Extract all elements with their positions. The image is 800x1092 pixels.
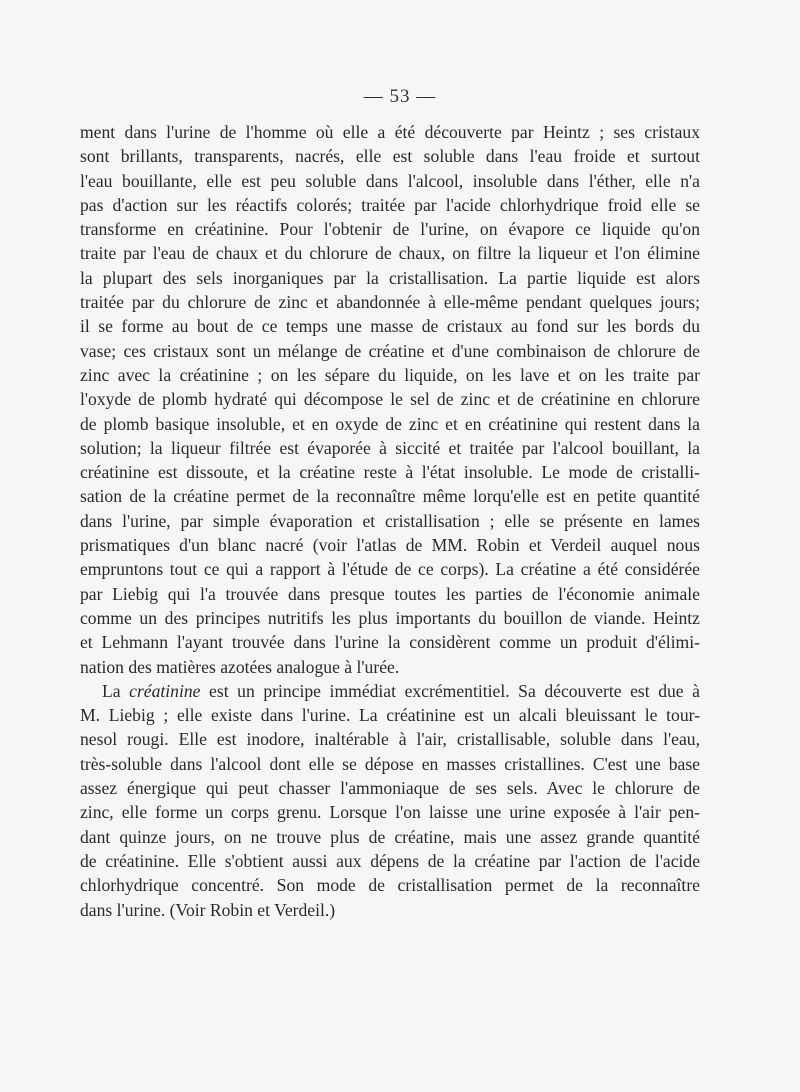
text-line: de créatinine. Elle s'obtient aussi aux dépens de la créatine par l'action de l'acide (80, 850, 700, 871)
text-line: très-soluble dans l'alcool dont elle se dépose en masses cristallines. C'est une base (80, 753, 700, 774)
text-line: solution; la liqueur filtrée est évaporée à siccité et traitée par l'alcool bouillant, la (80, 437, 700, 458)
text-line: de plomb basique insoluble, et en oxyde de zinc et en créatinine qui restent dans la (80, 413, 700, 434)
text-line: comme un des principes nutritifs les plus importants du bouillon de viande. Heintz (80, 607, 700, 628)
text-line: chlorhydrique concentré. Son mode de cristallisation permet de la reconnaître (80, 875, 700, 896)
text-line (80, 679, 700, 703)
text-line: empruntons tout ce qui a rapport à l'étude de ce corps). La créatine a été considérée (80, 559, 700, 580)
text-line: M. Liebig ; elle existe dans l'urine. La créatinine est un alcali bleuissant le tour- (80, 705, 700, 726)
text-line: dans l'urine, par simple évaporation et cristallisation ; elle se présente en lames (80, 510, 700, 531)
text-line: zinc, elle forme un corps grenu. Lorsque l'on laisse une urine exposée à l'air pen- (80, 802, 700, 823)
text-line: nesol rougi. Elle est inodore, inaltérable à l'air, cristallisable, soluble dans l'eau, (80, 729, 700, 750)
text-line: sation de la créatine permet de la reconnaître même lorqu'elle est en petite quantité (80, 486, 700, 507)
page-number: — 53 — (363, 86, 437, 107)
text-line: l'oxyde de plomb hydraté qui décompose le sel de zinc et de créatinine en chlorure (80, 389, 700, 410)
text-line: dant quinze jours, on ne trouve plus de créatine, mais une assez grande quantité (80, 826, 700, 847)
text-line: dans l'urine. (Voir Robin et Verdeil.) (80, 899, 336, 920)
text-line: pas d'action sur les réactifs colorés; traitée par l'acide chlorhydrique froid elle se (80, 194, 700, 215)
text-line: l'eau bouillante, elle est peu soluble dans l'alcool, insoluble dans l'éther, elle n'a (80, 170, 700, 191)
line-prefix: La (102, 680, 130, 701)
text-line: sont brillants, transparents, nacrés, elle est soluble dans l'eau froide et surtout (80, 146, 700, 167)
paragraph-creatinine (80, 679, 700, 922)
text-line: zinc avec la créatinine ; on les sépare du liquide, on les lave et on les traite par (80, 364, 700, 385)
text-line: transforme en créatinine. Pour l'obtenir de l'urine, on évapore ce liquide qu'on (80, 219, 700, 240)
text-line: traite par l'eau de chaux et du chlorure de chaux, on filtre la liqueur et l'on élimine (80, 243, 700, 264)
text-line: ment dans l'urine de l'homme où elle a été découverte par Heintz ; ses cristaux (80, 122, 700, 142)
body-text (80, 120, 700, 922)
text-line: prismatiques d'un blanc nacré (voir l'atlas de MM. Robin et Verdeil auquel nous (80, 535, 700, 556)
paragraph-creatine (80, 120, 700, 679)
text-line: traitée par du chlorure de zinc et abandonnée à elle-même pendant quelques jours; (80, 292, 700, 313)
line-rest: est un principe immédiat excrémentitiel. Sa découverte est due à (200, 680, 700, 701)
text-line: vase; ces cristaux sont un mélange de créatine et d'une combinaison de chlorure de (80, 340, 700, 361)
text-line: et Lehmann l'ayant trouvée dans l'urine la considèrent comme un produit d'élimi- (80, 632, 700, 653)
text-line: par Liebig qui l'a trouvée dans presque toutes les parties de l'économie animale (80, 583, 700, 604)
text-line: créatinine est dissoute, et la créatine reste à l'état insoluble. Le mode de cristalli- (80, 462, 700, 483)
text-line: il se forme au bout de ce temps une masse de cristaux au fond sur les bords du (80, 316, 700, 337)
text-line: nation des matières azotées analogue à l'urée. (80, 656, 400, 677)
text-line: assez énergique qui peut chasser l'ammoniaque de ses sels. Avec le chlorure de (80, 778, 700, 799)
text-line: la plupart des sels inorganiques par la cristallisation. La partie liquide est alors (80, 267, 700, 288)
term-creatinine: créatinine (129, 680, 201, 701)
